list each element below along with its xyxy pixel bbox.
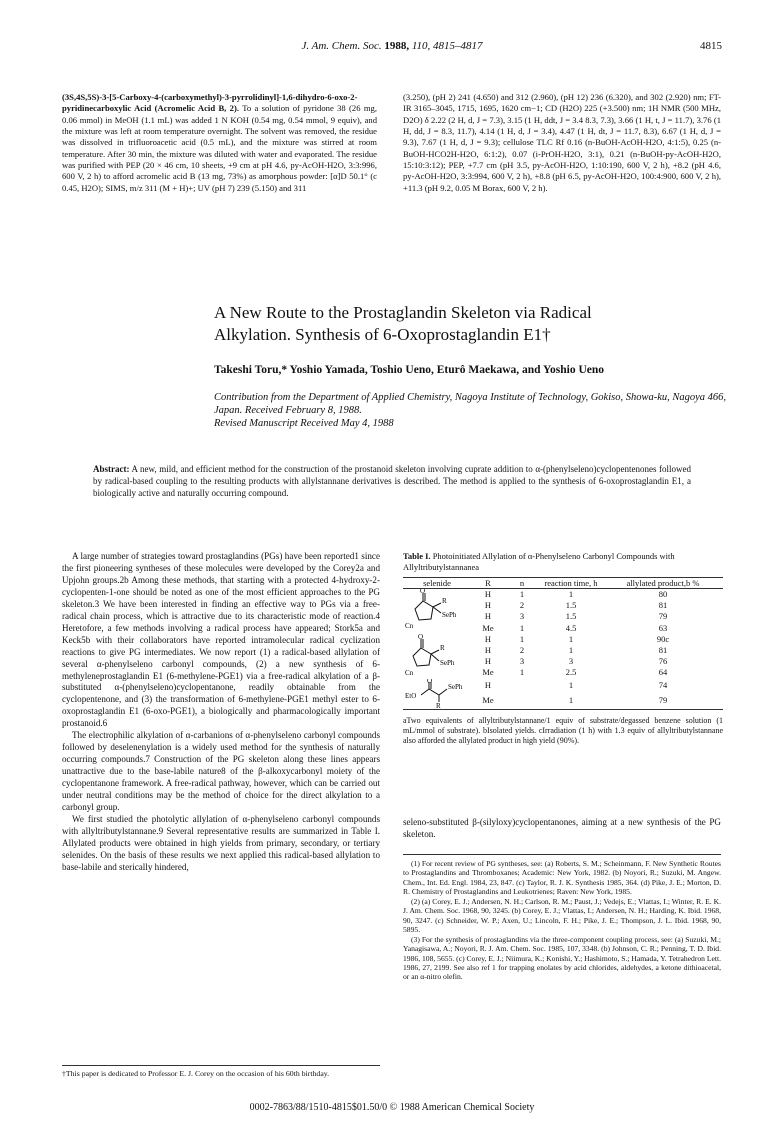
article-title	[214, 302, 754, 346]
revised-date: Revised Manuscript Received May 4, 1988	[214, 418, 394, 429]
reference-2: (2) (a) Corey, E. J.; Andersen, N. H.; Carlson, R. M.; Paust, J.; Vedejs, E.; Vlattas, I.; Winter, R. E. K. J. Am. Chem. Soc. 1968, 90, 3245. (b) Corey, E. J.; Vlattas, I.; Andersen, N. H.; Harding, K. Ibid. 1968, 90, 3247. (c) Schneider, W. P.; Axen, U.; Lincoln, F. H.; Pike, J. E.; Thompson, J. L. Ibid. 1968, 90, 5895.	[403, 897, 721, 934]
selenide-structure-3	[403, 679, 471, 710]
reference-3: (3) For the synthesis of prostaglandins via the three-component coupling process, see: (a) Suzuki, M.; Yanagisawa, A.; Noyori, R. J. Am. Chem. Soc. 1985, 107, 3348. (b) Johnson, C. R.; Penning, T. D. Ibid. 1986, 108, 5655. (c) Corey, E. J.; Niimura, K.; Konishi, Y.; Hashimoto, S.; Hamada, Y. Tetrahedron Lett. 1986, 27, 2199. See also ref 1 for trapping enolates by acid chlorides, aldehydes, a ketone dithioacetal, or an α-nitro olefin.	[403, 935, 721, 981]
table-row	[403, 679, 723, 694]
page-number: 4815	[700, 40, 722, 52]
selenide-structure-1	[403, 589, 471, 634]
col-reaction-time: reaction time, h	[544, 578, 598, 588]
cell-n	[505, 679, 539, 694]
struct-seph-label: SePh	[448, 682, 463, 691]
cell-n: 1	[519, 589, 525, 599]
selenide-structure-2	[403, 634, 471, 679]
cell-yield: 80	[658, 589, 668, 599]
abstract	[93, 463, 691, 499]
cell-time: 1.5	[565, 600, 577, 611]
struct-r-label: R	[440, 644, 445, 653]
experimental-text-right: (3.250), (pH 2) 241 (4.650) and 312 (2.960), (pH 12) 236 (6.320), and 302 (2.920) nm; FT-IR 3165–3045, 1715, 1695, 1620 cm−1; CD (H2O) 225 (+3.500) nm; 1H NMR (500 MHz, D2O) δ 2.22 (2 H, d, J = 7.3), 3.15 (1 H, ddt, J = 3.4 8.3, 7.3), 3.66 (1 H, t, J = 11.7), 3.76 (1 H, dd, J = 8.3, 11.7), 4.14 (1 H, d, J = 3.4), 4.47 (1 H, dt, J = 11.7, 8.3), 6.67 (1 H, d, J = 9.3), 7.67 (1 H, d, J = 9.3); cellulose TLC Rf 0.16 (n-BuOH-AcOH-H2O, 4:1:5), 0.25 (n-BuOH-HCO2H-H2O, 6:1:2), 0.07 (i-PrOH-H2O, 3:1), 0.21 (n-BuOH-py-AcOH-H2O, 15:10:3:12); PEP, +7.7 cm (pH 3.5, py-AcOH-H2O, 1:10:190, 600 V, 2 h), +8.2 (pH 4.6, py-AcOH-H2O, 3:3:994, 600 V, 2 h), +8.8 (pH 6.5, py-AcOH-H2O, 100:4:900, 600 V, 2 h), +11.3 (pH 9.2, 0.05 M Borax, 600 V, 2 h).	[403, 92, 721, 193]
cell-yield: 79	[658, 695, 668, 706]
cell-r: H	[484, 645, 492, 656]
cell-yield: 81	[658, 645, 668, 656]
cell-r: H	[484, 680, 492, 691]
cell-r: H	[484, 600, 492, 611]
compound-heading: (3S,4S,5S)-3-[5-Carboxy-4-(carboxymethyl)-3-pyrrolidinyl]-1,6-dihydro-6-oxo-2-pyridinecarboxylic Acid (Acromelic Acid B, 2).	[62, 92, 358, 114]
cell-n: 3	[519, 611, 525, 622]
body-paragraph-2: The electrophilic alkylation of α-carbanions of α-phenylseleno carbonyl compounds followed by deselenenylation is a widely used method for the synthesis of naturally occurring compounds.7 Construction of the PG skeleton along these lines appears unattractive due to the base-labile nature8 of the β-alkoxycarbonyl moiety of the cyclopentanone framework. A free-radical pathway, however, which can be carried out under neutral conditions may be the method of choice for the direct alkylation to a carbonyl group.	[62, 730, 380, 813]
reference-1: (1) For recent review of PG syntheses, see: (a) Roberts, S. M.; Scheinmann, F. New Synthetic Routes to Prostaglandins and Thromboxanes; Academic: New York, 1982. (b) Noyori, R.; Suzuki, M. Angew. Chem., Int. Ed. Engl. 1984, 23, 847. (c) Taylor, R. J. K. Synthesis 1985, 364. (d) Pike, J. E.; Morton, D. R. Chemistry of Prostaglandins and Leukotrienes; Raven: New York, 1985.	[403, 859, 721, 896]
dedication-footnote: †This paper is dedicated to Professor E. J. Corey on the occasion of his 60th birthday.	[62, 1065, 380, 1079]
running-header	[0, 40, 784, 60]
cell-yield: 79	[658, 611, 668, 622]
cell-r: Me	[482, 667, 494, 678]
cell-r: Me	[482, 622, 494, 633]
svg-text:O: O	[420, 589, 426, 596]
copyright-footer: 0002-7863/88/1510-4815$01.50/0 © 1988 American Chemical Society	[249, 1102, 535, 1113]
cell-yield: 64	[658, 667, 668, 678]
journal-citation	[0, 40, 784, 52]
cell-r: Me	[482, 695, 494, 706]
cell-time: 3	[568, 656, 574, 667]
cell-r: H	[484, 589, 492, 599]
cell-time: 1	[568, 695, 574, 706]
cell-n: 2	[519, 645, 525, 656]
table-label: Table I.	[403, 551, 431, 561]
table-footnotes: aTwo equivalents of allyltributylstannane/1 equiv of substrate/degassed benzene solution (1 mL/mmol of substrate). bIsolated yields. cIrradiation (1 h) with 1.3 equiv of allyltributylstannane also afforded the allylated product in high yield (90%).	[403, 715, 723, 745]
table-row	[403, 589, 723, 601]
title-line-1: A New Route to the Prostaglandin Skeleton via Radical	[214, 303, 592, 322]
cell-r: H	[484, 656, 492, 667]
cell-yield: 74	[658, 680, 668, 691]
body-paragraph-1: A large number of strategies toward prostaglandins (PGs) have been reported1 since the first pioneering syntheses of these molecules were developed by the Corey2a and Upjohn groups.2b Among these methods, that starting with a protected 4-hydroxy-2-cyclopenten-1-one should be noted as one of the most efficient approaches to the PG skeleton.3 We have been interested in finding an effective way to PGs via a free-radical chain process, which is attractive due to its characteristic mode of reaction.4 Heretofore, a few methods involving a radical process have appeared; Stork5a and Keck5b with their collaborators have reported intramolecular radical cyclization reactions to give PG intermediates. We now report (1) a radical-based allylation of several α-phenylseleno carbonyl compounds, (2) a new synthesis of 6-methyleneprostaglandin E1 (6-methylene-PGE1) via a free-radical alkylation of a β-substituted α-(phenylseleno)cyclopentanone, readily obtainable from the cyclopentenone, and (3) the transformation of 6-methylene-PGE1 methyl ester to 6-oxoprostaglandin E1 (6-oxo-PGE1), a biologically and pharmacologically important prostanoid.6	[62, 551, 380, 729]
abstract-label: Abstract:	[93, 464, 130, 474]
body-right-text: seleno-substituted β-(silyloxy)cyclopentanones, aiming at a new synthesis of the PG skeleton.	[403, 817, 721, 839]
struct-seph-label: SePh	[440, 659, 455, 668]
allylation-table	[403, 577, 723, 710]
ester-selenide-structure-icon	[403, 679, 469, 709]
cell-time: 1	[568, 589, 574, 599]
experimental-continuation-right	[403, 92, 721, 194]
struct-r-label: R	[442, 597, 447, 606]
cell-yield: 76	[658, 656, 668, 667]
body-paragraph-3: We first studied the photolytic allylation of α-phenylseleno carbonyl compounds with allyltributylstannane.9 Several representative results are summarized in Table I. Allylated products were obtained in high yields from primary, secondary, or tertiary selenides. On the basis of these results we next applied this radical-based allylation to base-labile and sterically hindered,	[62, 813, 380, 872]
struct-eto-label: EtO	[405, 691, 417, 700]
cell-time: 4.5	[565, 622, 577, 633]
cell-time: 1	[568, 633, 574, 644]
struct-r-label: R	[436, 701, 441, 709]
struct-seph-label: SePh	[442, 611, 457, 620]
table-caption-text: Photoinitiated Allylation of α-Phenylseleno Carbonyl Compounds with Allyltributylstannanea	[403, 551, 675, 572]
struct-cn-label: Cn	[405, 622, 414, 631]
experimental-continuation-left	[62, 92, 377, 194]
body-left-column	[62, 551, 380, 874]
table-header-row	[403, 578, 723, 589]
table-1	[403, 551, 723, 746]
col-selenide: selenide	[423, 578, 451, 588]
acyclic-selenide-structure-icon	[403, 634, 469, 678]
table-bottom-rule	[403, 709, 723, 710]
cell-n: 1	[519, 633, 525, 644]
cell-n: 2	[519, 600, 525, 611]
col-r: R	[485, 578, 491, 588]
col-product-yield: allylated product,b %	[626, 578, 700, 588]
table-row	[403, 634, 723, 645]
svg-text:O: O	[418, 634, 424, 642]
table-caption	[403, 551, 723, 573]
cell-n: 1	[519, 622, 525, 633]
affiliation	[214, 391, 754, 430]
journal-year: 1988,	[384, 40, 410, 52]
journal-volume-pages: 110, 4815–4817	[411, 40, 483, 52]
cell-time: 1	[568, 680, 574, 691]
title-line-2: Alkylation. Synthesis of 6-Oxoprostaglandin E1†	[214, 325, 551, 344]
cell-n: 1	[519, 667, 525, 678]
cell-yield: 63	[658, 622, 668, 633]
cell-r: H	[484, 611, 492, 622]
cell-time: 2.5	[565, 667, 577, 678]
cell-yield: 90c	[656, 633, 670, 644]
cell-n: 3	[519, 656, 525, 667]
body-right-column	[403, 817, 721, 841]
struct-cn-label: Cn	[405, 669, 414, 678]
abstract-text: A new, mild, and efficient method for the construction of the prostanoid skeleton involving cuprate addition to α-(phenylseleno)cyclopentenones followed by radical-based coupling to the resulting products with allylstannane derivatives is described. The method is applied to the synthesis of 6-oxoprostaglandin E1, a biologically active and naturally occurring compound.	[93, 464, 691, 498]
journal-name: J. Am. Chem. Soc.	[301, 40, 382, 52]
experimental-text: To a solution of pyridone 38 (26 mg, 0.06 mmol) in MeOH (1.1 mL) was added 1 N KOH (0.54 mg, 0.54 mmol, 9 equiv), and the mixture was left at room temperature overnight. The solvent was removed, the residue was dissolved in trifluoroacetic acid (0.5 mL), and the mixture was stirred at room temperature. After 30 min, the mixture was diluted with water and evaporated. The residue was purified with PEP (20 × 46 cm, 10 sheets, +9 cm at pH 4.6, py-AcOH-H2O, 3:3:996, 600 V, 2 h) to afford acromelic acid B (13 mg, 73%) as amorphous powder: [α]D 50.1° (c 0.45, H2O); SIMS, m/z 311 (M + H)+; UV (pH 7) 239 (5.150) and 311	[62, 103, 377, 193]
contribution-text: Contribution from the Department of Applied Chemistry, Nagoya Institute of Technology, Gokiso, Showa-ku, Nagoya 466, Japan. Received February 8, 1988.	[214, 392, 727, 416]
cell-r: H	[484, 633, 492, 644]
references	[403, 854, 721, 982]
svg-text:O: O	[427, 678, 433, 685]
cell-time: 1	[568, 645, 574, 656]
cell-time: 1.5	[565, 611, 577, 622]
cell-n	[505, 694, 539, 710]
author-list: Takeshi Toru,* Yoshio Yamada, Toshio Ueno, Eturô Maekawa, and Yoshio Ueno	[214, 364, 605, 376]
cyclic-selenide-structure-icon	[403, 589, 469, 633]
col-n: n	[519, 578, 525, 588]
cell-yield: 81	[658, 600, 668, 611]
